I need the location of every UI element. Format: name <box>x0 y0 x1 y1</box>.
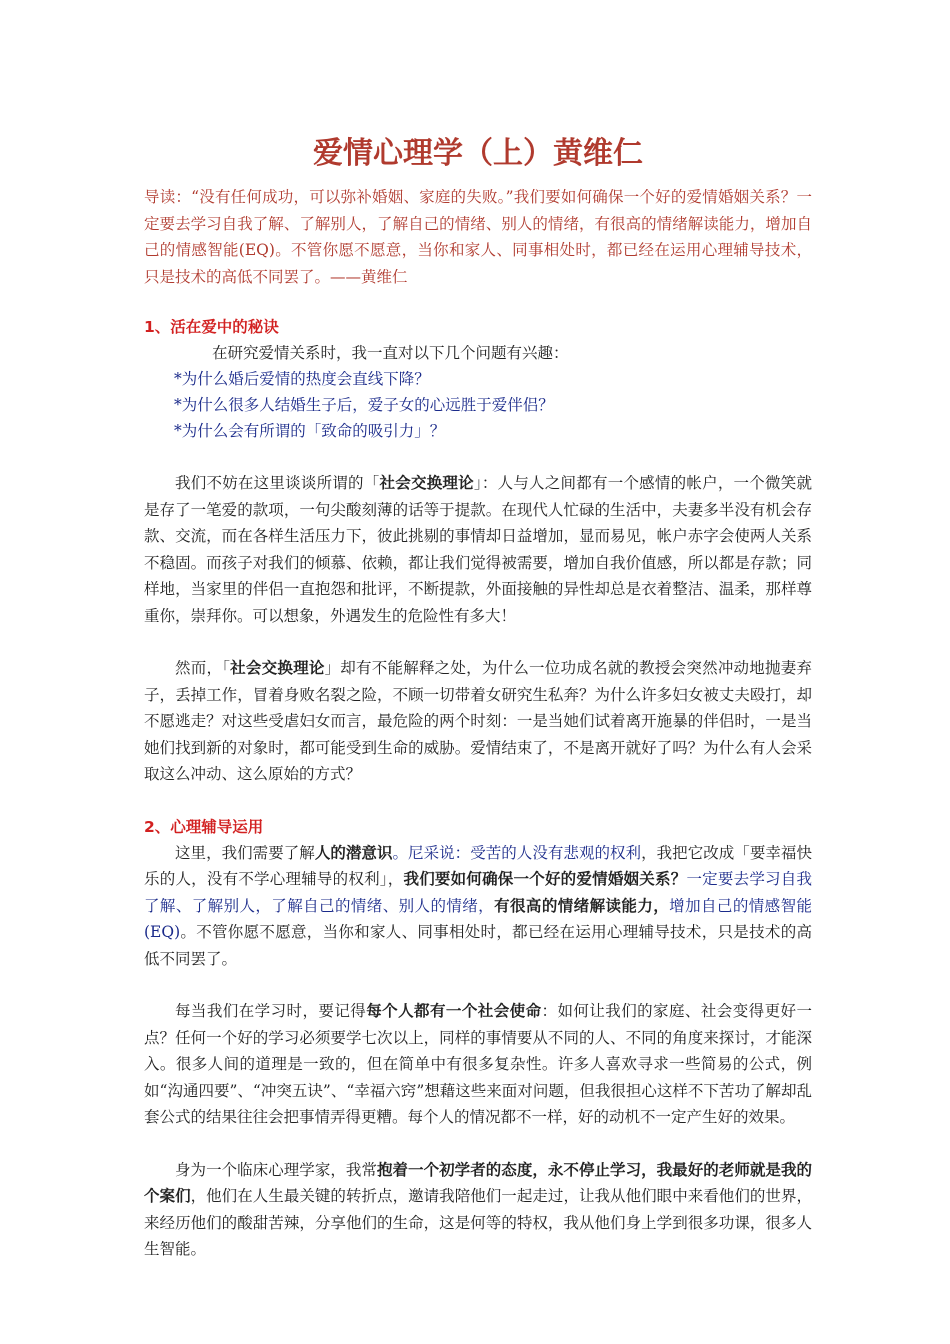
text-run: 然而，「 <box>175 659 231 677</box>
question-item: *为什么婚后爱情的热度会直线下降？ <box>174 370 430 388</box>
text-run: 身为一个临床心理学家，我常 <box>175 1160 377 1179</box>
text-run: 这里，我们需要了解 <box>175 843 315 862</box>
text-run: 每当我们在学习时，要记得 <box>175 1002 367 1020</box>
spacer <box>144 972 812 998</box>
paragraph-clinical <box>144 1157 812 1263</box>
spacer <box>144 290 812 314</box>
emphasis-text: 社会交换理论 <box>379 473 474 492</box>
emphasis-text: 我们要如何确保一个好的爱情婚姻关系？ <box>403 869 687 888</box>
paragraph-subconscious <box>144 840 812 973</box>
emphasis-text: 每个人都有一个社会使命 <box>366 1001 542 1020</box>
document-title: 爱情心理学（上）黄维仁 <box>313 136 643 171</box>
paragraph-social-exchange <box>144 470 812 629</box>
paragraph-theory-limits <box>144 655 812 788</box>
emphasis-text: 社会交换理论 <box>230 658 325 677</box>
intro-paragraph: 导读：“没有任何成功，可以弥补婚姻、家庭的失败。”我们要如何确保一个好的爱情婚姻关系？一定要去学习自我了解、了解别人，了解自己的情绪、别人的情绪，有很高的情绪解读能力，增加自己的情感智能(EQ)。不管你愿不愿意，当你和家人、同事相处时，都已经在运用心理辅导技术，只是技术的高低不同罢了。——黄维仁 <box>144 188 812 286</box>
text-run: 」：人与人之间都有一个感情的帐户，一个微笑就是存了一笔爱的款项，一句尖酸刻薄的话等于提款。在现代人忙碌的生活中，夫妻多半没有机会存款、交流，而在各样生活压力下，彼此挑剔的事情却日益增加，显而易见，帐户赤字会使两人关系不稳固。而孩子对我们的倾慕、依赖，都让我们觉得被需要，增加自我价值感，所以都是存款；同样地，当家里的伴侣一直抱怨和批评，不断提款，外面接触的异性却总是衣着整洁、温柔，那样尊重你，崇拜你。可以想象，外遇发生的危险性有多大！ <box>144 474 812 625</box>
text-run: ：如何让我们的家庭、社会变得更好一点？任何一个好的学习必须要学七次以上，同样的事情要从不同的人、不同的角度来探讨，才能深入。很多人间的道理是一致的，但在简单中有很多复杂性。许多人喜欢寻求一些简易的公式，例如“沟通四要”、“冲突五诀”、“幸福六窍”想藉这些来面对问题，但我很担心这样不下苦功了解却乱套公式的结果往往会把事情弄得更糟。每个人的情况都不一样，好的动机不一定产生好的效果。 <box>144 1002 812 1126</box>
quote-text: 。尼采说：受苦的人没有悲观的权利 <box>392 843 642 862</box>
highlight-text: 增加自己的情感智能(EQ) <box>144 896 812 941</box>
spacer <box>144 788 812 814</box>
question-item: *为什么会有所谓的「致命的吸引力」？ <box>174 422 446 440</box>
spacer <box>144 629 812 655</box>
emphasis-text: 有很高的情绪解读能力， <box>494 895 670 915</box>
text-run: 」却有不能解释之处，为什么一位功成名就的教授会突然冲动地抛妻弃子，丢掉工作，冒着身败名裂之险，不顾一切带着女研究生私奔？为什么许多妇女被丈夫殴打，却不愿逃走？对这些受虐妇女而言，最危险的两个时刻：一是当她们试着离开施暴的伴侣时，一是当她们找到新的对象时，都可能受到生命的威胁。爱情结束了，不是离开就好了吗？为什么有人会采取这么冲动、这么原始的方式？ <box>144 659 812 783</box>
text-run: ，他们在人生最关键的转折点，邀请我陪他们一起走过，让我从他们眼中来看他们的世界，来经历他们的酸甜苦辣，分享他们的生命，这是何等的特权，我从他们身上学到很多功课，很多人生智能。 <box>144 1187 812 1258</box>
section-1-heading: 1、活在爱中的秘诀 <box>144 318 279 336</box>
text-run: ，我把它改成「要幸福快乐的人，没有不学心理辅导的权利」， <box>144 843 812 888</box>
spacer <box>144 444 812 470</box>
highlight-text: 一定要去学习自我了解、了解别人，了解自己的情绪、别人的情绪， <box>144 870 812 915</box>
paragraph-social-mission <box>144 998 812 1131</box>
document-page <box>144 126 812 1263</box>
section-2-heading: 2、心理辅导运用 <box>144 817 264 836</box>
section-1-lead: 在研究爱情关系时，我一直对以下几个问题有兴趣： <box>212 344 569 362</box>
spacer <box>144 1131 812 1157</box>
question-item: *为什么很多人结婚生子后，爱子女的心远胜于爱伴侣？ <box>174 396 554 414</box>
emphasis-text: 人的潜意识 <box>314 842 393 862</box>
text-run: 。不管你愿不愿意，当你和家人、同事相处时，都已经在运用心理辅导技术，只是技术的高低不同罢了。 <box>144 923 812 968</box>
text-run: 我们不妨在这里谈谈所谓的「 <box>175 474 380 492</box>
emphasis-text: 抱着一个初学者的态度，永不停止学习，我最好的老师就是我的个案们 <box>144 1159 812 1205</box>
